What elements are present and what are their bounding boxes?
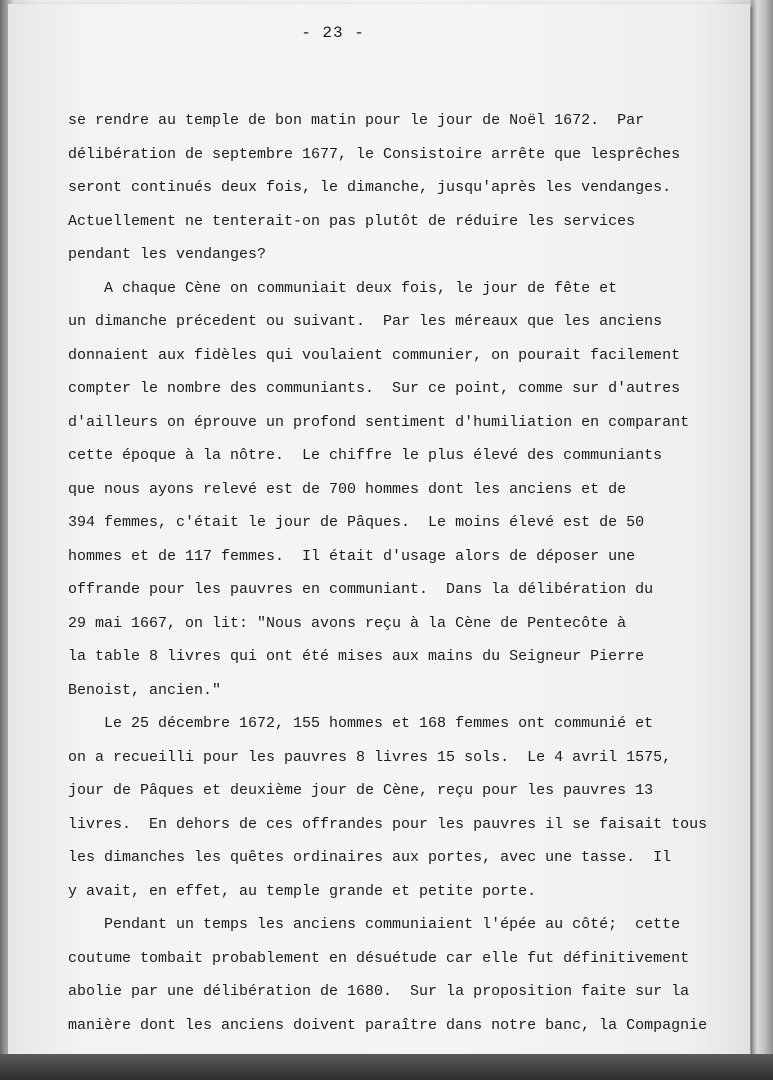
text-line: délibération de septembre 1677, le Consistoire arrête que lesprêches bbox=[68, 145, 681, 163]
body-text bbox=[68, 104, 708, 1042]
text-line: manière dont les anciens doivent paraître dans notre banc, la Compagnie bbox=[68, 1016, 708, 1034]
text-line: d'ailleurs on éprouve un profond sentiment d'humiliation en comparant bbox=[68, 413, 690, 431]
text-line: que nous ayons relevé est de 700 hommes dont les anciens et de bbox=[68, 480, 627, 498]
text-line: cette époque à la nôtre. Le chiffre le plus élevé des communiants bbox=[68, 447, 663, 464]
text-line: Actuellement ne tenterait-on pas plutôt de réduire les services bbox=[68, 212, 636, 230]
text-line: les dimanches les quêtes ordinaires aux portes, avec une tasse. Il bbox=[68, 849, 672, 866]
page-number: - 23 - bbox=[301, 24, 365, 42]
text-line: 29 mai 1667, on lit: "Nous avons reçu à la Cène de Pentecôte à bbox=[68, 614, 627, 632]
text-line: A chaque Cène on communiait deux fois, le jour de fête et bbox=[68, 279, 618, 297]
text-line: livres. En dehors de ces offrandes pour les pauvres il se faisait tous bbox=[68, 815, 708, 833]
text-line: hommes et de 117 femmes. Il était d'usage alors de déposer une bbox=[68, 547, 636, 565]
text-line: Le 25 décembre 1672, 155 hommes et 168 femmes ont communié et bbox=[68, 715, 654, 732]
text-line: un dimanche précedent ou suivant. Par les méreaux que les anciens bbox=[68, 313, 663, 330]
page-edge bbox=[751, 0, 773, 1080]
text-line: coutume tombait probablement en désuétude car elle fut définitivement bbox=[68, 949, 690, 967]
text-line: compter le nombre des communiants. Sur ce point, comme sur d'autres bbox=[68, 380, 681, 397]
text-line: offrande pour les pauvres en communiant. Dans la délibération du bbox=[68, 581, 654, 598]
text-line: abolie par une délibération de 1680. Sur la proposition faite sur la bbox=[68, 983, 690, 1000]
text-line: pendant les vendanges? bbox=[68, 246, 267, 263]
text-line: 394 femmes, c'était le jour de Pâques. Le moins élevé est de 50 bbox=[68, 514, 645, 531]
text-line: la table 8 livres qui ont été mises aux mains du Seigneur Pierre bbox=[68, 648, 645, 665]
text-line: y avait, en effet, au temple grande et petite porte. bbox=[68, 882, 537, 900]
document-page bbox=[8, 4, 750, 1056]
text-line: donnaient aux fidèles qui voulaient communier, on pourait facilement bbox=[68, 346, 681, 364]
text-line: Pendant un temps les anciens communiaient l'épée au côté; cette bbox=[68, 916, 681, 933]
text-line: Benoist, ancien." bbox=[68, 681, 222, 699]
text-line: se rendre au temple de bon matin pour le jour de Noël 1672. Par bbox=[68, 112, 645, 129]
text-line: jour de Pâques et deuxième jour de Cène, reçu pour les pauvres 13 bbox=[68, 782, 654, 799]
text-line: on a recueilli pour les pauvres 8 livres 15 sols. Le 4 avril 1575, bbox=[68, 748, 672, 766]
scan-bottom-border bbox=[0, 1054, 773, 1080]
text-line: seront continués deux fois, le dimanche, jusqu'après les vendanges. bbox=[68, 179, 672, 196]
